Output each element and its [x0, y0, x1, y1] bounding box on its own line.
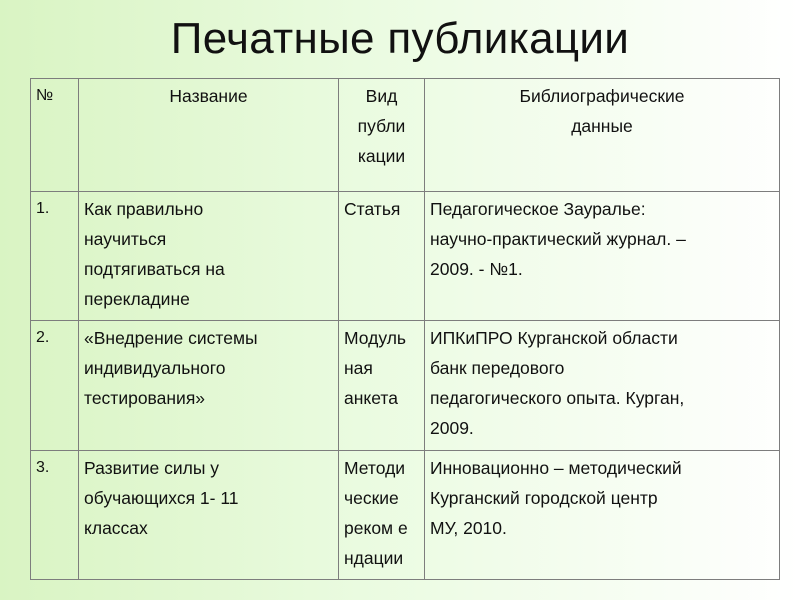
row-biblio-cell: [425, 321, 780, 451]
header-cell-biblio: [425, 79, 780, 192]
header-cell-num: [31, 79, 79, 192]
table-row: [31, 321, 780, 451]
row-biblio-cell: [425, 451, 780, 580]
row-num-cell: [31, 321, 79, 451]
row-num: 3.: [36, 459, 50, 476]
row-name: «Внедрение системы индивидуального тестирования»: [84, 328, 258, 408]
row-name-cell: [79, 451, 339, 580]
header-num: №: [36, 87, 54, 104]
header-cell-type: [339, 79, 425, 192]
row-name-cell: [79, 192, 339, 321]
row-num-cell: [31, 451, 79, 580]
row-biblio: ИПКиПРО Курганской области банк передового педагогического опыта. Курган, 2009.: [430, 328, 685, 438]
row-type: Методи ческие реком е ндации: [344, 458, 408, 568]
row-biblio: Педагогическое Зауралье: научно-практический журнал. – 2009. - №1.: [430, 199, 686, 279]
row-biblio-cell: [425, 192, 780, 321]
row-name: Развитие силы у обучающихся 1- 11 классах: [84, 458, 239, 538]
table-row: [31, 451, 780, 580]
row-num-cell: [31, 192, 79, 321]
row-type-cell: [339, 192, 425, 321]
row-num: 2.: [36, 329, 50, 346]
header-cell-name: [79, 79, 339, 192]
page-title: Печатные публикации: [170, 14, 630, 63]
header-name: Название: [169, 86, 248, 106]
row-num: 1.: [36, 200, 50, 217]
row-type: Модуль ная анкета: [344, 328, 407, 408]
row-name: Как правильно научиться подтягиваться на перекладине: [84, 199, 225, 309]
row-name-cell: [79, 321, 339, 451]
row-type-cell: [339, 321, 425, 451]
header-biblio: Библиографические данные: [519, 86, 685, 136]
row-type: Статья: [344, 199, 401, 219]
row-biblio: Инновационно – методический Курганский городской центр МУ, 2010.: [430, 458, 682, 538]
header-type: Вид публи кации: [357, 86, 406, 166]
publications-table: [30, 78, 780, 580]
table-header-row: [31, 79, 780, 192]
table-row: [31, 192, 780, 321]
row-type-cell: [339, 451, 425, 580]
